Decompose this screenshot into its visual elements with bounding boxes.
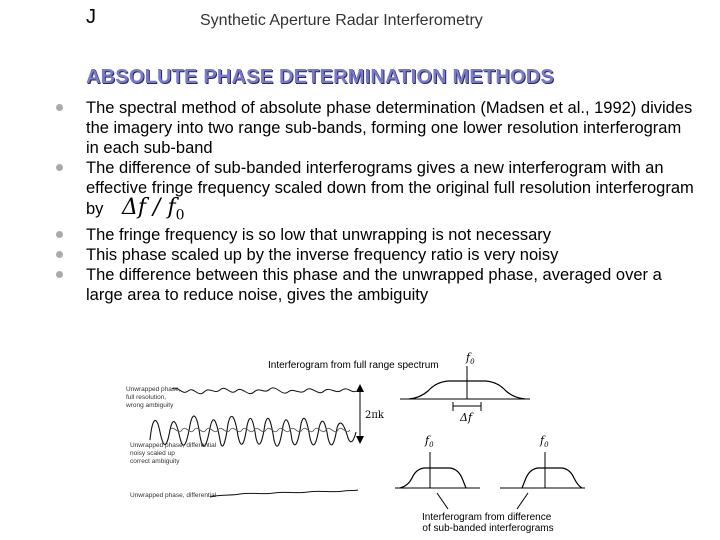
- formula-subscript: 0: [175, 207, 185, 224]
- phase-curve-full-resolution: [172, 388, 356, 394]
- header-letter: J: [86, 6, 96, 28]
- f0-left-label: $f_0$: [425, 434, 434, 449]
- two-pi-k-arrow-up-icon: [356, 384, 364, 392]
- phase-curve-differential: [210, 490, 358, 497]
- subband-left-spectrum: [400, 468, 466, 488]
- two-pi-k-arrow-down-icon: [356, 436, 364, 444]
- bullet-text: The fringe frequency is so low that unwrapping is not necessary: [86, 226, 551, 245]
- formula-text: Δf / f: [122, 195, 176, 220]
- bottom-figure-label: Interferogram from difference of sub-banded interferograms: [421, 512, 554, 534]
- curve2-label: Unwrapped phase, differential noisy scaled up correct ambiguity: [130, 442, 217, 465]
- f0-top-label: $f_0$: [466, 351, 475, 366]
- bullet-text: The difference between this phase and the unwrapped phase, averaged over a large area to reduce noise, gives the ambiguity: [86, 266, 662, 305]
- figure-top-label: Interferogram from full range spectrum: [268, 360, 439, 371]
- phase-curve-secondary-noise: [170, 428, 350, 431]
- slide-title: ABSOLUTE PHASE DETERMINATION METHODS: [86, 66, 554, 88]
- two-pi-k-label: 2πk: [365, 410, 384, 421]
- subband-right-spectrum: [522, 468, 582, 488]
- f0-right-label: $f_0$: [540, 434, 549, 449]
- bullet-text: The spectral method of absolute phase determination (Madsen et al., 1992) divides the imagery into two range sub-bands, forming one lower resolution interferogram in each sub-band: [86, 99, 693, 157]
- pointer-line-left: [437, 493, 448, 509]
- pointer-line-right: [517, 493, 528, 509]
- bullet-text: The difference of sub-banded interferograms gives a new interferogram with an effective fringe frequency scaled down from the original full resolution interferogram by: [86, 159, 694, 218]
- delta-f-label: Δf: [460, 411, 473, 424]
- curve1-label: Unwrapped phase, full resolution, wrong ambiguity: [126, 386, 181, 409]
- header-title: Synthetic Aperture Radar Interferometry: [200, 12, 483, 29]
- curve3-label: Unwrapped phase, differential: [130, 492, 217, 499]
- bullet-text: This phase scaled up by the inverse frequency ratio is very noisy: [86, 246, 559, 265]
